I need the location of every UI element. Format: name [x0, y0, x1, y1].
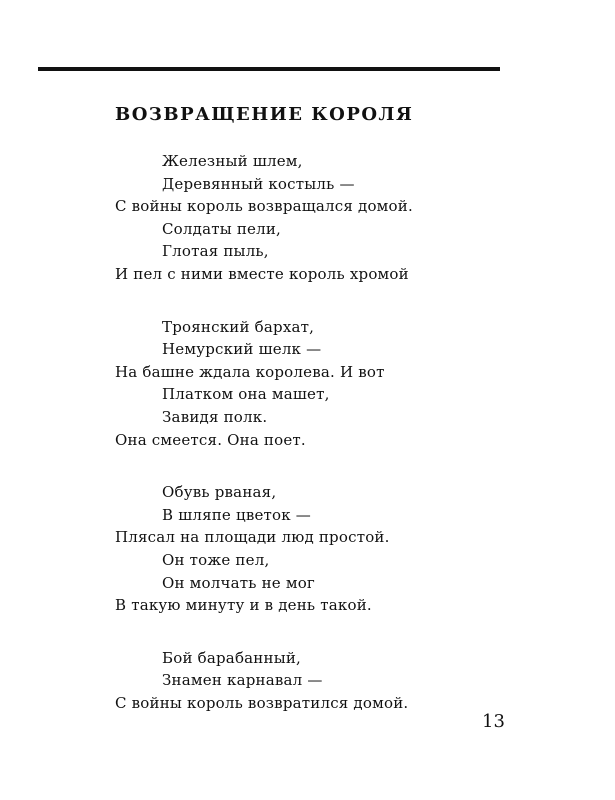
- poem-line: Солдаты пели,: [162, 219, 281, 238]
- poem-line: Бой барабанный,: [162, 648, 302, 667]
- poem-line: Троянский бархат,: [162, 317, 315, 336]
- stanza-3: [115, 481, 535, 617]
- page-number: 13: [482, 711, 505, 732]
- stanza-1: [115, 150, 535, 286]
- poem-line: Она смеется. Она поет.: [115, 430, 306, 449]
- poem-line: На башне ждала королева. И вот: [115, 362, 385, 381]
- poem-line: Платком она машет,: [162, 385, 330, 404]
- poem-line: Немурский шелк —: [162, 340, 322, 359]
- poem-line: И пел с ними вместе король хромой: [115, 264, 409, 283]
- poem-line: В такую минуту и в день такой.: [115, 596, 372, 615]
- poem-line: С войны король возвращался домой.: [115, 197, 413, 216]
- poem-line: Глотая пыль,: [162, 242, 269, 261]
- stanza-4: [115, 647, 535, 715]
- poem-line: Он молчать не мог: [162, 573, 315, 592]
- poem-line: Плясал на площади люд простой.: [115, 528, 390, 547]
- poem-title: ВОЗВРАЩЕНИЕ КОРОЛЯ: [115, 104, 414, 125]
- poem-line: С войны король возвратился домой.: [115, 693, 409, 712]
- poem-line: Обувь рваная,: [162, 483, 277, 502]
- poem-line: Завидя полк.: [162, 407, 268, 426]
- poem-body: [115, 150, 535, 744]
- poem-line: В шляпе цветок —: [162, 505, 312, 524]
- poem-line: Он тоже пел,: [162, 550, 270, 569]
- poem-line: Знамен карнавал —: [162, 671, 323, 690]
- top-rule: [38, 67, 500, 71]
- poem-line: Железный шлем,: [162, 152, 303, 170]
- poem-line: Деревянный костыль —: [162, 174, 355, 193]
- stanza-2: [115, 316, 535, 452]
